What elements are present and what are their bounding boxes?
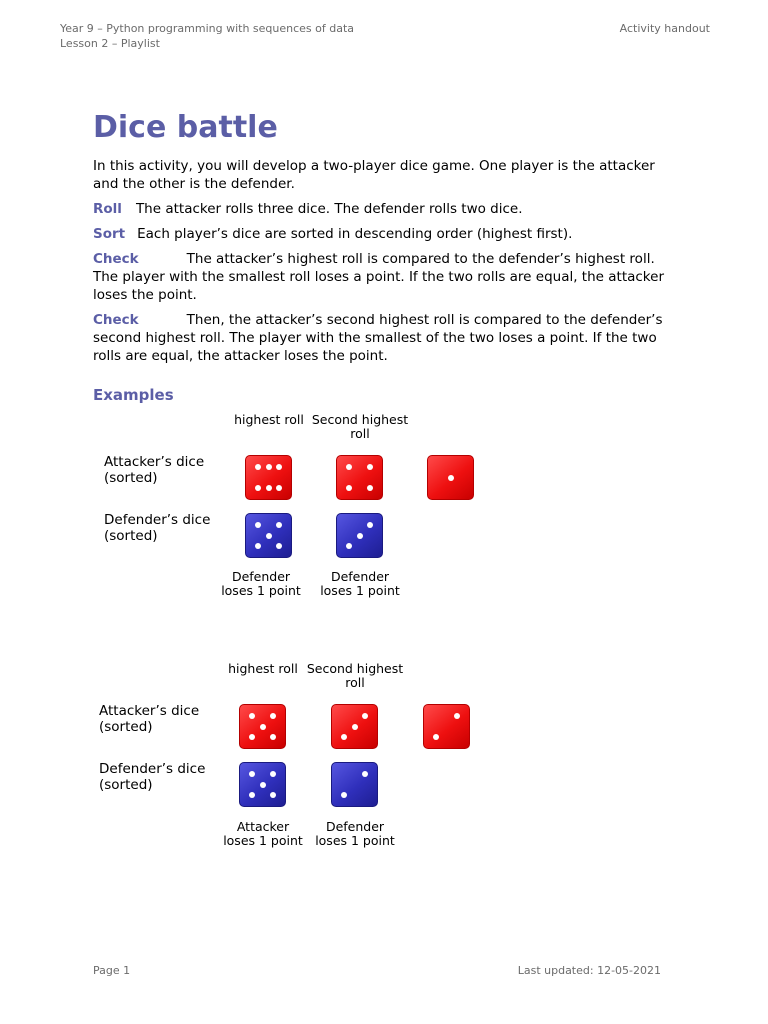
pip: [454, 713, 460, 719]
pip: [266, 533, 272, 539]
step-text: The attacker’s highest roll is compared to the defender’s highest roll. The player with the smallest roll loses a point. If the two rolls are equal, the attacker loses the point.: [93, 251, 664, 303]
pip: [260, 724, 266, 730]
step-text: Then, the attacker’s second highest roll is compared to the defender’s second highest roll. The player with the smallest of the two loses a point. If the two rolls are equal, the attacker loses the point.: [93, 312, 663, 364]
pip: [255, 464, 261, 470]
step-roll: [93, 200, 673, 218]
pip: [341, 734, 347, 740]
column-header-second: Second highest roll: [311, 412, 409, 441]
result-highest: Defender loses 1 point: [221, 569, 301, 598]
pip: [270, 792, 276, 798]
pip: [346, 464, 352, 470]
step-check-highest: [93, 250, 673, 304]
pip: [433, 734, 439, 740]
pip: [276, 543, 282, 549]
step-label: Sort: [93, 226, 126, 242]
defender-die: [245, 513, 292, 558]
column-header-highest: highest roll: [234, 412, 304, 427]
page-title: Dice battle: [93, 110, 278, 145]
defender-die: [336, 513, 383, 558]
pip: [266, 485, 272, 491]
pip: [276, 522, 282, 528]
pip: [249, 792, 255, 798]
intro-paragraph: In this activity, you will develop a two-player dice game. One player is the attacker and the other is the defender.: [93, 158, 655, 192]
attacker-die: [336, 455, 383, 500]
step-text: Each player’s dice are sorted in descending order (highest first).: [137, 226, 573, 242]
step-sort: [93, 225, 673, 243]
last-updated: Last updated: 12-05-2021: [517, 964, 661, 977]
defender-die: [331, 762, 378, 807]
pip: [270, 713, 276, 719]
defender-label: Defender’s dice (sorted): [99, 761, 206, 793]
attacker-die: [427, 455, 474, 500]
defender-die: [239, 762, 286, 807]
attacker-die: [245, 455, 292, 500]
step-label: Roll: [93, 201, 122, 217]
pip: [352, 724, 358, 730]
pip: [276, 485, 282, 491]
pip: [255, 522, 261, 528]
pip: [362, 713, 368, 719]
pip: [367, 464, 373, 470]
pip: [341, 792, 347, 798]
pip: [249, 771, 255, 777]
examples-heading: Examples: [93, 386, 174, 404]
page-number: Page 1: [93, 964, 131, 977]
attacker-die: [331, 704, 378, 749]
lesson-title: Lesson 2 – Playlist: [60, 37, 160, 50]
attacker-die: [239, 704, 286, 749]
pip: [367, 485, 373, 491]
step-text: The attacker rolls three dice. The defender rolls two dice.: [135, 201, 523, 217]
pip: [276, 464, 282, 470]
pip: [249, 713, 255, 719]
attacker-label: Attacker’s dice (sorted): [104, 454, 205, 486]
pip: [266, 464, 272, 470]
step-label: Check: [93, 251, 139, 267]
document-type: Activity handout: [619, 22, 710, 35]
column-header-highest: highest roll: [228, 661, 298, 676]
pip: [270, 771, 276, 777]
pip: [448, 475, 454, 481]
pip: [270, 734, 276, 740]
result-highest: Attacker loses 1 point: [223, 819, 303, 848]
column-header-second: Second highest roll: [306, 661, 404, 690]
step-check-second: [93, 311, 673, 365]
attacker-label: Attacker’s dice (sorted): [99, 703, 200, 735]
pip: [249, 734, 255, 740]
attacker-die: [423, 704, 470, 749]
pip: [357, 533, 363, 539]
pip: [260, 782, 266, 788]
pip: [346, 485, 352, 491]
step-label: Check: [93, 312, 139, 328]
pip: [367, 522, 373, 528]
defender-label: Defender’s dice (sorted): [104, 512, 211, 544]
pip: [362, 771, 368, 777]
course-title: Year 9 – Python programming with sequences of data: [60, 22, 355, 35]
pip: [255, 485, 261, 491]
pip: [346, 543, 352, 549]
pip: [255, 543, 261, 549]
result-second: Defender loses 1 point: [320, 569, 400, 598]
result-second: Defender loses 1 point: [315, 819, 395, 848]
